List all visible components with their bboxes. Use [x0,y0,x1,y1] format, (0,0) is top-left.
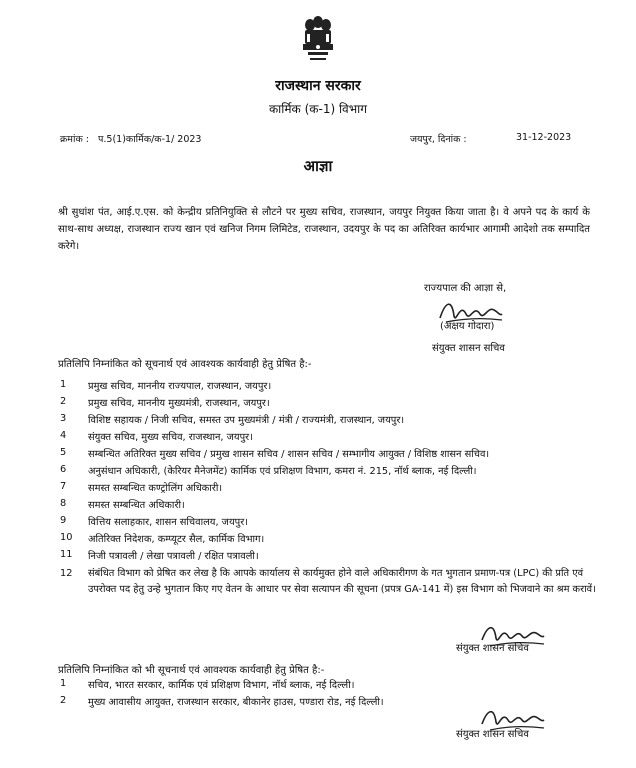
item-text: प्रमुख सचिव, माननीय मुख्यमंत्री, राजस्थान, जयपुर। [88,398,270,409]
by-order-text: राज्यपाल की आज्ञा से, [424,283,507,294]
item-text: अतिरिक्त निदेशक, कम्प्यूटर सैल, कार्मिक विभाग। [88,534,265,545]
order-body: श्री सुधांश पंत, आई.ए.एस. को केन्द्रीय प्रतिनियुक्ति से लौटने पर मुख्य सचिव, राजस्थान, जयपुर नियुक्त किया जाता है। वे अपने पद के कार्य के साथ-साथ अध्यक्ष, राजस्थान राज्य खान एवं खनिज निगम लिमिटेड, राजस्थान, उदयपुर के पद का अतिरिक्त कार्यभार आगामी आदेशो तक सम्पादित करेगे। [58,207,590,252]
order-title: आज्ञा [303,157,333,175]
item-number: 10 [60,532,73,543]
list-item [58,678,618,695]
list-item [58,379,618,396]
list-item [58,481,618,498]
list-item [58,464,618,481]
reference-number [60,132,201,145]
item-number: 3 [60,413,67,424]
item-number: 12 [60,568,73,579]
reference-value: प.5(1)कार्मिक/क-1/ 2023 [98,134,202,145]
item-number: 7 [60,481,67,492]
copy-intro: प्रतिलिपि निम्नांकित को सूचनार्थ एवं आवश्यक कार्यवाही हेतु प्रेषित है:- [58,359,312,370]
place-date-label: जयपुर, दिनांक : [410,134,467,145]
item-number: 8 [60,498,67,509]
item-text: सचिव, भारत सरकार, कार्मिक एवं प्रशिक्षण विभाग, नॉर्थ ब्लाक, नई दिल्ली। [88,680,355,691]
government-name: राजस्थान सरकार [275,78,361,94]
list-item [58,515,618,532]
list-item [58,498,618,515]
list-item [58,413,618,430]
list-item [58,430,618,447]
item-number: 5 [60,447,67,458]
signoff-designation: संयुक्त शासन सचिव [456,643,529,654]
list-item [58,532,618,549]
item-number: 9 [60,515,67,526]
item-number: 4 [60,430,67,441]
order-date: 31-12-2023 [516,132,572,143]
item-text: संबंधित विभाग को प्रेषित कर लेख है कि आपके कार्यालय से कार्यमुक्त होने वाले अधिकारीगण के गत भुगतान प्रमाण-पत्र (LPC) की प्रति एवं उपरोक्त पद हेतु उन्हे भुगतान किए गए वेतन के आधार पर सेवा सत्यापन की सूचना (प्रपत्र GA-141 में) इस विभाग को भिजवाने का श्रम करावें। [88,568,596,595]
signatory-name: (अक्षय गोदारा) [440,321,495,332]
list-item [58,566,618,598]
copy-intro: प्रतिलिपि निम्नांकित को भी सूचनार्थ एवं आवश्यक कार्यवाही हेतु प्रेषित है:- [58,665,325,676]
item-number: 2 [60,396,67,407]
item-number: 2 [60,695,67,706]
item-number: 1 [60,379,67,390]
copy-list [58,379,618,598]
item-text: अनुसंधान अधिकारी, (केरियर मैनेजमेंट) कार्मिक एवं प्रशिक्षण विभाग, कमरा नं. 215, नॉर्थ ब्लाक, नई दिल्ली। [88,466,477,477]
item-text: वित्तिय सलाहकार, शासन सचिवालय, जयपुर। [88,517,248,528]
list-item [58,549,618,566]
item-text: समस्त सम्बन्धित अधिकारी। [88,500,185,511]
item-text: निजी पत्रावली / लेखा पत्रावली / रक्षित पत्रावली। [88,551,259,562]
item-number: 6 [60,464,67,475]
signatory-designation: संयुक्त शासन सचिव [432,343,505,354]
state-emblem-icon [296,12,340,68]
list-item [58,396,618,413]
item-text: सम्बन्धित अतिरिक्त मुख्य सचिव / प्रमुख शासन सचिव / शासन सचिव / सम्भागीय आयुक्त / विशिष्ठ शासन सचिव। [88,449,490,460]
item-text: समस्त सम्बन्धित कण्ट्रोलिंग अधिकारी। [88,483,223,494]
signoff-designation: संयुक्त शासन सचिव [456,729,529,740]
department-name: कार्मिक (क-1) विभाग [268,102,368,116]
item-text: प्रमुख सचिव, माननीय राज्यपाल, राजस्थान, जयपुर। [88,381,272,392]
reference-label: क्रमांक : [60,134,89,145]
item-number: 11 [60,549,73,560]
item-text: मुख्य आवासीय आयुक्त, राजस्थान सरकार, बीकानेर हाउस, पण्डारा रोड, नई दिल्ली। [88,697,384,708]
item-text: विशिष्ट सहायक / निजी सचिव, समस्त उप मुख्यमंत्री / मंत्री / राज्यमंत्री, राजस्थान, जयपुर। [88,415,405,426]
item-text: संयुक्त सचिव, मुख्य सचिव, राजस्थान, जयपुर। [88,432,253,443]
list-item [58,447,618,464]
item-number: 1 [60,678,67,689]
